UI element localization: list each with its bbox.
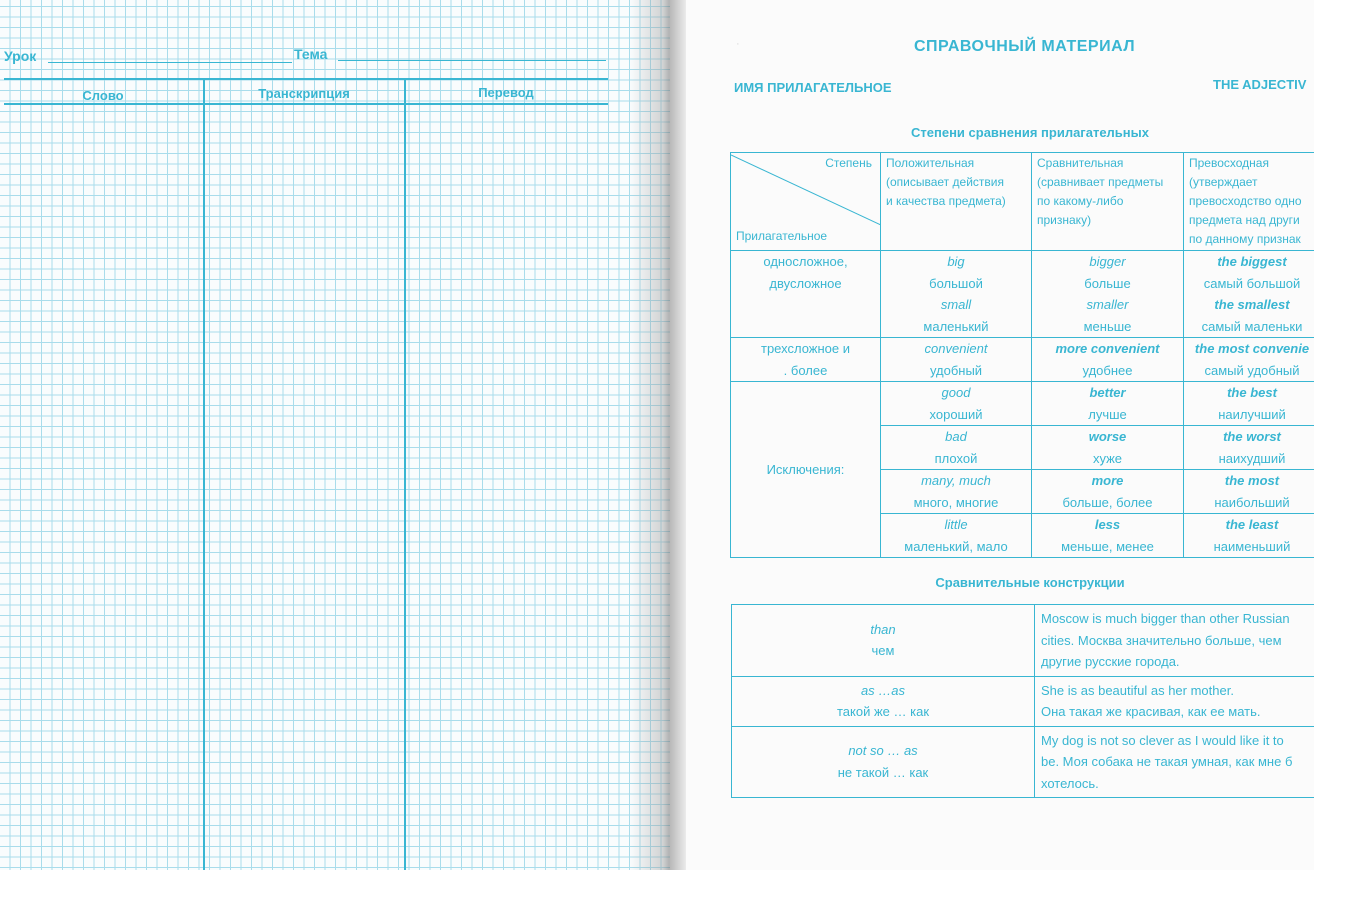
column-translation: Перевод: [478, 85, 534, 100]
word-en: less: [1094, 517, 1121, 532]
superlative-cell: [1184, 338, 1315, 382]
superlative-cell: [1184, 426, 1315, 470]
construction-en: as …as: [860, 682, 906, 698]
comparative-header-line: (сравнивает предметы: [1037, 175, 1164, 189]
word-ru: больше: [1084, 275, 1131, 291]
construction-ru: чем: [871, 643, 895, 659]
group-label-line: двусложное: [769, 275, 842, 291]
word-ru: лучше: [1088, 406, 1127, 422]
comparative-cell: [1032, 251, 1184, 338]
group-exceptions: Исключения:: [731, 382, 881, 558]
word-en: the worst: [1223, 429, 1281, 444]
comparative-cell: [1032, 426, 1184, 470]
column-transcription: Транскрипция: [258, 86, 350, 101]
grid-page: [0, 0, 670, 870]
word-en: big: [947, 254, 965, 269]
superlative-header-line: Превосходная: [1189, 156, 1269, 170]
lesson-label: Урок: [4, 48, 37, 64]
word-ru: удобнее: [1082, 362, 1133, 378]
construction-ru: такой же … как: [836, 704, 929, 719]
word-en: the most: [1224, 473, 1280, 488]
positive-header-line: (описывает действия: [886, 175, 1004, 189]
topic-label: Тема: [294, 46, 328, 62]
corner-adjective-label: Прилагательное: [736, 229, 828, 243]
word-en: the best: [1227, 385, 1277, 400]
scan-margin: [0, 870, 1350, 906]
word-en: smaller: [1086, 297, 1129, 312]
positive-cell: [881, 251, 1032, 338]
example-cell: [1035, 676, 1315, 726]
column-divider-1: [203, 80, 205, 870]
superlative-cell: [1184, 514, 1315, 558]
word-ru: меньше: [1083, 318, 1132, 334]
word-en: the smallest: [1214, 297, 1290, 312]
construction-cell: [732, 676, 1035, 726]
superlative-cell: [1184, 470, 1315, 514]
section-heading-en: THE ADJECTIV: [1213, 77, 1307, 92]
example-cell: [1035, 726, 1315, 798]
word-en: good: [941, 385, 971, 400]
word-en: more: [1091, 473, 1124, 488]
word-en: bad: [945, 429, 967, 444]
positive-header-line: и качества предмета): [886, 194, 1006, 208]
degrees-table: [730, 152, 1314, 558]
word-ru: удобный: [929, 362, 983, 378]
example-line: другие русские города.: [1041, 654, 1180, 669]
table-top-rule: [4, 78, 608, 80]
example-line: She is as beautiful as her mother.: [1041, 682, 1234, 698]
comparative-header-line: по какому-либо: [1037, 194, 1124, 208]
group-label-line: . более: [783, 362, 828, 378]
positive-header-line: Положительная: [886, 156, 975, 170]
group-long: [731, 338, 881, 382]
word-ru: самый удобный: [1204, 362, 1300, 378]
word-ru: маленький, мало: [904, 538, 1008, 554]
table-row: [732, 726, 1315, 798]
superlative-header: [1184, 153, 1315, 251]
word-ru: больше, более: [1062, 494, 1153, 510]
example-line: Moscow is much bigger than other Russian: [1041, 611, 1290, 626]
comparative-cell: [1032, 382, 1184, 426]
positive-cell: [881, 426, 1032, 470]
word-ru: самый маленьки: [1201, 318, 1303, 334]
construction-en: not so … as: [848, 743, 918, 759]
word-en: convenient: [924, 341, 988, 356]
book-gutter: [630, 0, 690, 870]
example-line: cities. Москва значительно больше, чем: [1041, 632, 1282, 648]
word-en: worse: [1088, 429, 1127, 444]
word-en: the most convenie: [1194, 341, 1310, 356]
word-ru: самый большой: [1203, 275, 1301, 291]
word-en: small: [940, 297, 972, 312]
word-en: the biggest: [1217, 254, 1287, 269]
positive-cell: [881, 382, 1032, 426]
word-en: bigger: [1089, 254, 1126, 269]
example-line: хотелось.: [1041, 775, 1099, 791]
positive-cell: [881, 470, 1032, 514]
example-line: be. Моя собака не такая умная, как мне б: [1041, 754, 1293, 769]
reference-page: [686, 0, 1314, 870]
topic-line: [338, 60, 606, 61]
comparative-cell: [1032, 470, 1184, 514]
word-ru: маленький: [923, 318, 989, 334]
word-en: many, much: [921, 473, 991, 488]
superlative-header-line: предмета над други: [1189, 213, 1300, 227]
word-en: better: [1089, 385, 1126, 400]
construction-en: than: [870, 621, 896, 637]
word-en: little: [944, 517, 968, 532]
positive-cell: [881, 338, 1032, 382]
comparative-cell: [1032, 514, 1184, 558]
table-row: [732, 676, 1315, 726]
superlative-header-line: (утверждает: [1189, 175, 1258, 189]
table-row: [732, 605, 1315, 677]
section-heading-ru: ИМЯ ПРИЛАГАТЕЛЬНОЕ: [734, 80, 892, 95]
superlative-cell: [1184, 251, 1315, 338]
comparative-cell: [1032, 338, 1184, 382]
word-ru: меньше, менее: [1061, 538, 1154, 554]
page-title: СПРАВОЧНЫЙ МАТЕРИАЛ: [914, 38, 1136, 55]
superlative-header-line: превосходство одно: [1189, 194, 1302, 208]
word-ru: много, многие: [913, 494, 999, 510]
degrees-header-row: [731, 153, 1315, 251]
positive-cell: [881, 514, 1032, 558]
word-ru: большой: [929, 275, 983, 291]
comparative-header-line: признаку): [1037, 213, 1092, 227]
positive-header: [881, 153, 1032, 251]
table-header-rule: [4, 103, 608, 105]
comparative-header-line: Сравнительная: [1037, 156, 1124, 170]
word-ru: наилучший: [1218, 406, 1286, 422]
word-ru: наименьший: [1213, 538, 1291, 554]
group-label-line: трехсложное и: [760, 341, 850, 356]
word-ru: наихудший: [1218, 450, 1286, 466]
group-label-line: односложное,: [763, 254, 848, 269]
construction-cell: [732, 605, 1035, 677]
superlative-header-line: по данному признак: [1189, 232, 1301, 246]
comparative-header: [1032, 153, 1184, 251]
word-ru: хороший: [929, 406, 983, 422]
word-en: more convenient: [1055, 341, 1160, 356]
word-en: the least: [1225, 517, 1279, 532]
word-ru: плохой: [934, 450, 978, 466]
constructions-title: Сравнительные конструкции: [935, 575, 1125, 590]
table-row: [731, 251, 1315, 338]
table-row: [731, 338, 1315, 382]
bleed-through-text: ·: [736, 38, 740, 50]
column-word: Слово: [82, 88, 124, 103]
example-cell: [1035, 605, 1315, 677]
column-divider-2: [404, 80, 406, 870]
corner-cell: [731, 153, 881, 251]
table-row: [731, 382, 1315, 426]
superlative-cell: [1184, 382, 1315, 426]
example-line: Она такая же красивая, как ее мать.: [1041, 704, 1261, 719]
lesson-line: [48, 62, 292, 63]
corner-degree-label: Степень: [825, 156, 872, 170]
example-line: My dog is not so clever as I would like it to: [1041, 732, 1284, 748]
constructions-table: [731, 604, 1314, 798]
word-ru: хуже: [1092, 450, 1123, 466]
group-short: [731, 251, 881, 338]
word-ru: наибольший: [1214, 494, 1290, 510]
degrees-title: Степени сравнения прилагательных: [911, 125, 1149, 140]
construction-ru: не такой … как: [837, 764, 929, 780]
construction-cell: [732, 726, 1035, 798]
